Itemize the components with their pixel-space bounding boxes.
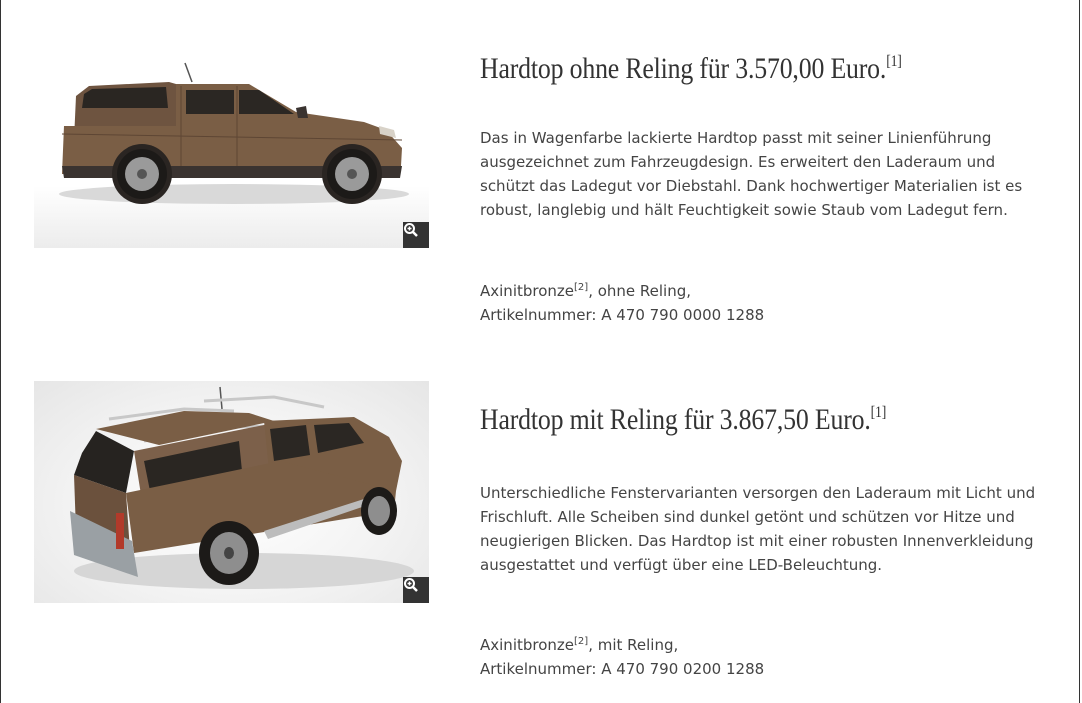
color-name: Axinitbronze	[480, 636, 575, 654]
product-description: Das in Wagenfarbe lackierte Hardtop passt mit seiner Linienführung ausgezeichnet zum Fahrzeugdesign. Es erweitert den Laderaum und schützt das Ladegut vor Diebstahl. Dank hochwertiger Materialien ist es robust, langlebig und hält Feuchtigkeit sowie Staub vom Ladegut fern.	[480, 129, 1023, 219]
product-image-side-view[interactable]	[34, 26, 429, 248]
product-title: Hardtop ohne Reling für 3.570,00 Euro.[1]	[480, 52, 902, 85]
color-name: Axinitbronze	[480, 282, 575, 300]
variant-text: , ohne Reling,	[588, 282, 692, 300]
color-footnote-link[interactable]: [2]	[574, 636, 589, 647]
zoom-button[interactable]	[403, 222, 429, 248]
product-meta	[480, 276, 764, 327]
article-number: Artikelnummer: A 470 790 0000 1288	[480, 306, 765, 324]
zoom-in-icon	[403, 577, 419, 593]
title-footnote-link[interactable]: [1]	[886, 53, 902, 70]
product-meta	[480, 630, 764, 681]
pickup-rear-illustration	[34, 381, 429, 603]
article-number: Artikelnummer: A 470 790 0200 1288	[480, 660, 765, 678]
product-image-rear-view[interactable]	[34, 381, 429, 603]
variant-text: , mit Reling,	[588, 636, 679, 654]
product-title: Hardtop mit Reling für 3.867,50 Euro.[1]	[480, 403, 887, 436]
product-description: Unterschiedliche Fenstervarianten versorgen den Laderaum mit Licht und Frischluft. Alle Scheiben sind dunkel getönt und schützen vor Hitze und neugierigen Blicken. Das Hardtop ist mit einer robusten Innenverkleidung ausgestattet und verfügt über eine LED-Beleuchtung.	[480, 484, 1036, 574]
title-footnote-link[interactable]: [1]	[870, 404, 887, 421]
pickup-side-illustration	[34, 26, 429, 248]
zoom-in-icon	[403, 222, 419, 238]
zoom-button[interactable]	[403, 577, 429, 603]
color-footnote-link[interactable]: [2]	[574, 282, 589, 293]
